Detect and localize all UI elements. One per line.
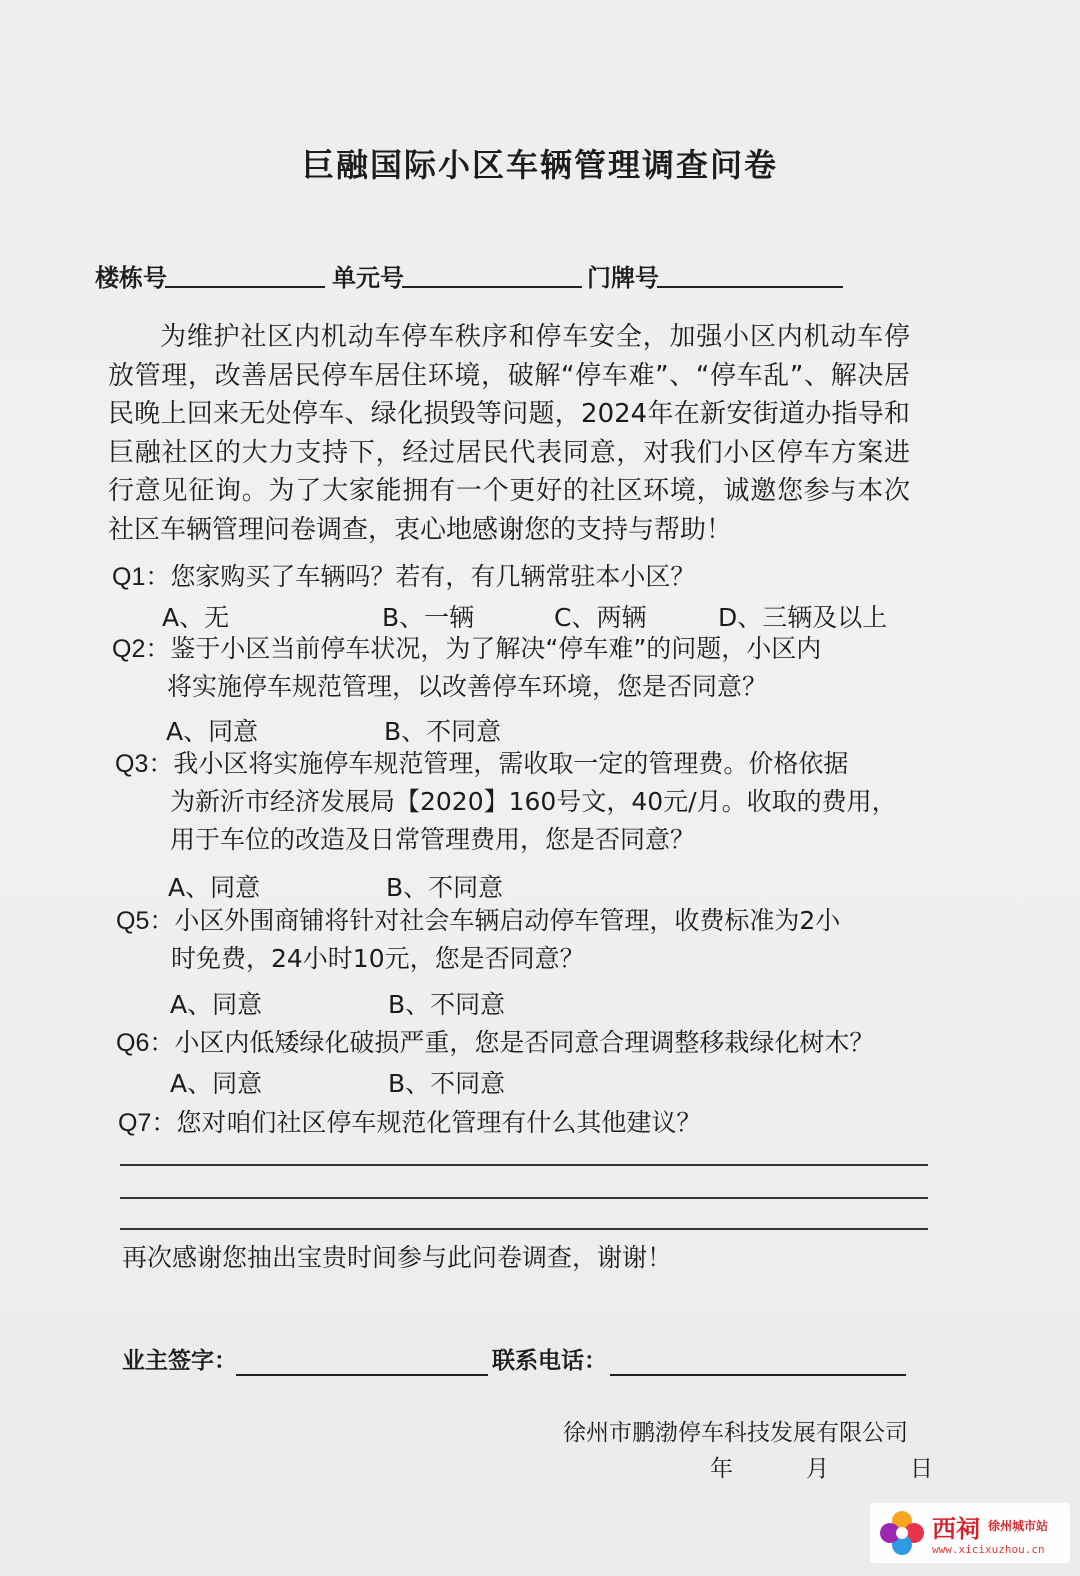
question-text-line: 时免费，24小时10元，您是否同意？ bbox=[171, 944, 585, 973]
question-text-line: 为新沂市经济发展局【2020】160号文，40元/月。收取的费用， bbox=[170, 787, 897, 816]
option-a[interactable]: A、同意 bbox=[170, 1069, 263, 1098]
month-label: 月 bbox=[806, 1456, 829, 1482]
option-a[interactable]: A、无 bbox=[162, 603, 230, 632]
suggestion-line-1[interactable] bbox=[120, 1164, 928, 1166]
option-d[interactable]: D、三辆及以上 bbox=[718, 603, 888, 632]
pinwheel-logo-icon bbox=[874, 1505, 930, 1561]
question-id: Q5： bbox=[116, 907, 175, 935]
question-text-line: 我小区将实施停车规范管理，需收取一定的管理费。价格依据 bbox=[173, 749, 849, 778]
question-7 bbox=[118, 1104, 928, 1142]
question-text-line: 小区外围商铺将针对社会车辆启动停车管理，收费标准为2小 bbox=[174, 906, 841, 935]
question-6-options bbox=[170, 1064, 930, 1098]
option-a[interactable]: A、同意 bbox=[170, 990, 263, 1019]
question-id: Q1： bbox=[112, 563, 171, 591]
watermark-url: www.xicixuzhou.cn bbox=[932, 1543, 1045, 1556]
option-b[interactable]: B、不同意 bbox=[388, 1069, 506, 1098]
year-label: 年 bbox=[710, 1456, 733, 1482]
question-5-options bbox=[170, 985, 930, 1019]
signature-row bbox=[122, 1342, 922, 1382]
suggestion-line-3[interactable] bbox=[120, 1228, 928, 1230]
question-text-line: 将实施停车规范管理，以改善停车环境，您是否同意？ bbox=[167, 672, 768, 701]
phone-blank[interactable] bbox=[610, 1374, 906, 1376]
question-1-options bbox=[162, 598, 922, 632]
unit-label: 单元号 bbox=[332, 264, 404, 292]
address-fields bbox=[95, 258, 855, 292]
closing-thanks: 再次感谢您抽出宝贵时间参与此问卷调查，谢谢！ bbox=[122, 1243, 673, 1272]
watermark-city: 徐州城市站 bbox=[988, 1519, 1049, 1533]
option-a[interactable]: A、同意 bbox=[168, 873, 261, 902]
phone-label: 联系电话： bbox=[492, 1348, 607, 1374]
document-title: 巨融国际小区车辆管理调查问卷 bbox=[301, 146, 778, 184]
question-id: Q3： bbox=[115, 750, 174, 778]
question-text-line: 用于车位的改造及日常管理费用，您是否同意？ bbox=[170, 825, 696, 854]
unit-blank[interactable] bbox=[402, 286, 582, 288]
building-label: 楼栋号 bbox=[95, 264, 167, 292]
option-a[interactable]: A、同意 bbox=[166, 717, 259, 746]
question-text: 小区内低矮绿化破损严重，您是否同意合理调整移栽绿化树木？ bbox=[174, 1028, 875, 1057]
question-3 bbox=[115, 745, 920, 859]
option-b[interactable]: B、一辆 bbox=[382, 603, 475, 632]
option-b[interactable]: B、不同意 bbox=[386, 873, 504, 902]
date-row bbox=[700, 1450, 940, 1484]
question-text-line: 鉴于小区当前停车状况，为了解决“停车难”的问题，小区内 bbox=[170, 634, 822, 663]
door-label: 门牌号 bbox=[587, 264, 659, 292]
company-name: 徐州市鹏渤停车科技发展有限公司 bbox=[563, 1420, 908, 1446]
question-1 bbox=[112, 558, 695, 596]
option-b[interactable]: B、不同意 bbox=[388, 990, 506, 1019]
question-text: 您对咱们社区停车规范化管理有什么其他建议？ bbox=[176, 1108, 702, 1137]
option-c[interactable]: C、两辆 bbox=[554, 603, 647, 632]
door-blank[interactable] bbox=[657, 286, 843, 288]
question-3-options bbox=[168, 868, 928, 902]
owner-signature-blank[interactable] bbox=[236, 1374, 488, 1376]
day-label: 日 bbox=[910, 1456, 933, 1482]
watermark-brand: 西祠 bbox=[932, 1514, 980, 1543]
question-2-options bbox=[166, 712, 926, 746]
suggestion-line-2[interactable] bbox=[120, 1197, 928, 1199]
owner-signature-label: 业主签字： bbox=[122, 1348, 237, 1374]
question-text: 您家购买了车辆吗？若有，有几辆常驻本小区？ bbox=[170, 562, 696, 591]
question-2 bbox=[112, 630, 912, 706]
question-5 bbox=[116, 902, 921, 978]
question-id: Q2： bbox=[112, 635, 171, 663]
option-b[interactable]: B、不同意 bbox=[384, 717, 502, 746]
question-id: Q7： bbox=[118, 1109, 177, 1137]
site-watermark bbox=[870, 1503, 1070, 1563]
intro-paragraph: 为维护社区内机动车停车秩序和停车安全，加强小区内机动车停放管理，改善居民停车居住环境，破解“停车难”、“停车乱”、解决居民晚上回来无处停车、绿化损毁等问题，2024年在新安街道办指导和巨融社区的大力支持下，经过居民代表同意，对我们小区停车方案进行意见征询。为了大家能拥有一个更好的社区环境，诚邀您参与本次社区车辆管理问卷调查，衷心地感谢您的支持与帮助！ bbox=[108, 322, 910, 545]
question-6 bbox=[116, 1024, 926, 1062]
building-blank[interactable] bbox=[165, 286, 325, 288]
question-id: Q6： bbox=[116, 1029, 175, 1057]
